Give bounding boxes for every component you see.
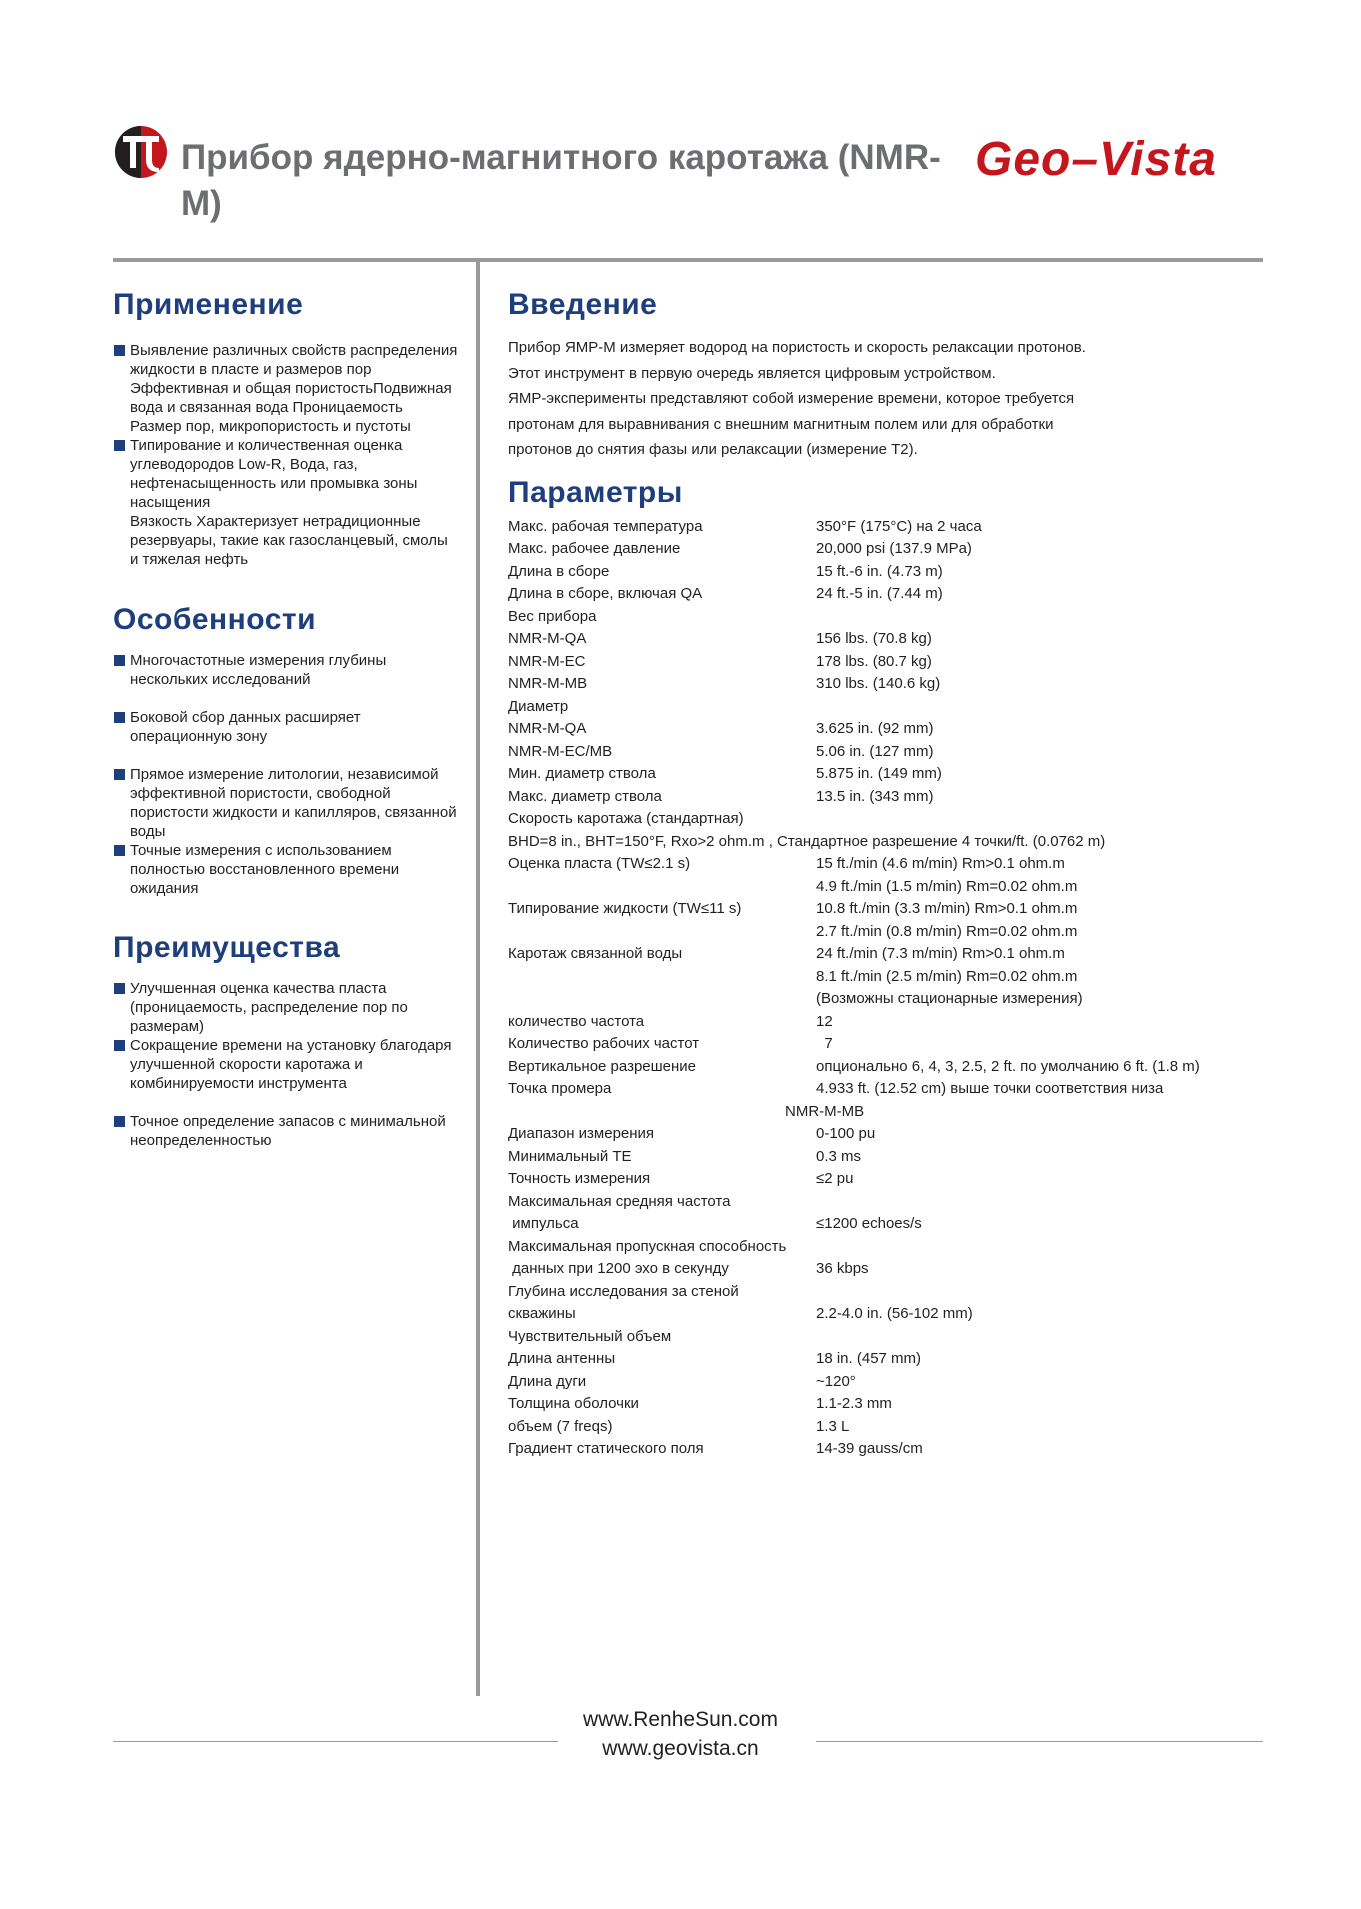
parameter-value: 12 — [816, 1012, 833, 1030]
bullet-square-icon — [114, 983, 125, 994]
parameter-row — [508, 1123, 1268, 1146]
parameter-value: 5.875 in. (149 mm) — [816, 765, 942, 782]
parameter-row — [508, 538, 1268, 561]
advantages-list — [113, 979, 458, 1150]
parameter-row — [508, 876, 1268, 899]
parameter-name: Точка промера — [508, 1080, 612, 1097]
introduction-line: протонам для выравнивания с внешним магнитным полем или для обработки — [508, 415, 1054, 433]
parameter-name: Градиент статического поля — [508, 1440, 704, 1457]
features-heading: Особенности — [113, 603, 317, 636]
parameter-value: 13.5 in. (343 mm) — [816, 787, 934, 805]
bullet-text: Улучшенная оценка качества пласта (проницаемость, распределение пор по размерам) — [130, 980, 408, 1035]
parameter-row — [508, 1011, 1268, 1034]
parameter-row — [508, 808, 1268, 831]
introduction-line: Этот инструмент в первую очередь является цифровым устройством. — [508, 364, 996, 382]
parameter-row — [508, 1303, 1268, 1326]
parameter-name: Точность измерения — [508, 1170, 651, 1187]
parameter-row — [508, 763, 1268, 786]
parameter-name: Длина дуги — [508, 1372, 587, 1390]
footer-link-renhesun[interactable]: www.RenheSun.com — [583, 1708, 778, 1731]
parameter-value: 4.933 ft. (12.52 cm) выше точки соответствия низа — [816, 1080, 1164, 1097]
parameter-name: объем (7 freqs) — [508, 1417, 613, 1435]
parameter-row — [508, 1348, 1268, 1371]
parameters-heading: Параметры — [508, 475, 683, 509]
parameter-row — [508, 741, 1268, 764]
parameter-row — [508, 1078, 1268, 1101]
parameter-value: (Возможны стационарные измерения) — [816, 990, 1083, 1007]
parameter-value: 350°F (175°C) на 2 часа — [816, 517, 982, 535]
parameter-value: 1.1-2.3 mm — [816, 1395, 892, 1412]
parameter-row — [508, 673, 1268, 696]
bullet-square-icon — [114, 345, 125, 356]
bullet-text: Боковой сбор данных расширяет операционную зону — [130, 709, 361, 745]
bullet-item — [113, 708, 458, 746]
parameter-name: скважины — [508, 1305, 576, 1322]
parameter-value: 36 kbps — [816, 1260, 869, 1277]
parameter-row — [508, 718, 1268, 741]
introduction-line: ЯМР-эксперименты представляют собой измерение времени, которое требуется — [508, 390, 1075, 407]
parameter-value: 24 ft./min (7.3 m/min) Rm>0.1 ohm.m — [816, 945, 1065, 962]
parameter-name: Длина в сборе, включая QA — [508, 585, 703, 602]
parameter-row — [508, 1416, 1268, 1439]
parameter-row — [508, 1236, 1268, 1259]
bullet-item — [113, 1036, 458, 1093]
introduction-line: Прибор ЯМР-М измеряет водород на пористость и скорость релаксации протонов. — [508, 339, 1086, 356]
parameter-value: 15 ft.-6 in. (4.73 m) — [816, 562, 943, 580]
parameter-name: Глубина исследования за стеной — [508, 1282, 739, 1300]
parameter-row — [508, 898, 1268, 921]
parameter-name: NMR-M-EC/MB — [508, 742, 613, 760]
bullet-square-icon — [114, 845, 125, 856]
parameter-value: 15 ft./min (4.6 m/min) Rm>0.1 ohm.m — [816, 855, 1065, 872]
bullet-item — [113, 436, 458, 569]
parameter-row — [508, 1258, 1268, 1281]
parameter-row — [508, 696, 1268, 719]
parameter-row — [508, 988, 1268, 1011]
parameter-row — [508, 561, 1268, 584]
parameter-value: 1.3 L — [816, 1417, 850, 1435]
bullet-text: Прямое измерение литологии, независимой эффективной пористости, свободной пористости жидкости и капилляров, связанной воды — [130, 766, 457, 840]
parameter-value: 2.7 ft./min (0.8 m/min) Rm=0.02 ohm.m — [816, 922, 1078, 940]
parameter-name: Толщина оболочки — [508, 1395, 639, 1412]
parameter-row — [508, 583, 1268, 606]
parameter-name: Вертикальное разрешение — [508, 1057, 697, 1075]
renhesun-logo-icon — [114, 124, 168, 180]
parameter-row — [508, 1191, 1268, 1214]
header-divider — [113, 258, 1263, 262]
parameter-name: Макс. рабочее давление — [508, 540, 681, 557]
parameter-row — [508, 1438, 1268, 1461]
parameter-row — [508, 606, 1268, 629]
parameter-row — [508, 786, 1268, 809]
parameter-name: Макс. рабочая температура — [508, 517, 703, 535]
application-list — [113, 341, 458, 569]
bullet-text: Точное определение запасов с минимальной неопределенностью — [130, 1113, 446, 1149]
parameter-row — [508, 943, 1268, 966]
parameter-value: 5.06 in. (127 mm) — [816, 742, 934, 760]
parameter-row — [508, 1168, 1268, 1191]
bullet-text: Выявление различных свойств распределения жидкости в пласте и размеров пор Эффективная и общая пористостьПодвижная вода и связанная вода Проницаемость Размер пор, микропористость и пустоты — [130, 342, 458, 435]
parameter-name: NMR-M-QA — [508, 720, 587, 737]
parameter-name: NMR-M-QA — [508, 630, 587, 647]
bullet-square-icon — [114, 1116, 125, 1127]
parameter-row — [508, 1213, 1268, 1236]
parameter-row — [508, 831, 1268, 854]
parameter-row — [508, 853, 1268, 876]
bullet-text: Точные измерения с использованием полностью восстановленного времени ожидания — [130, 842, 400, 897]
parameter-name: Максимальная средняя частота — [508, 1192, 731, 1210]
bullet-item — [113, 651, 458, 689]
parameter-name: Чувствительный объем — [508, 1327, 672, 1345]
left-column — [113, 288, 458, 1150]
parameter-row — [508, 1033, 1268, 1056]
bullet-item — [113, 1112, 458, 1150]
application-heading: Применение — [113, 288, 304, 321]
parameter-value: NMR-M-MB — [785, 1102, 865, 1120]
bullet-square-icon — [114, 440, 125, 451]
parameter-name: Макс. диаметр ствола — [508, 787, 662, 805]
parameter-name: Оценка пласта (TW≤2.1 s) — [508, 855, 691, 872]
brand-logo: Geo–Vista — [975, 133, 1217, 186]
parameter-name: Диапазон измерения — [508, 1125, 655, 1142]
parameter-row — [508, 966, 1268, 989]
parameter-value: 10.8 ft./min (3.3 m/min) Rm>0.1 ohm.m — [816, 900, 1078, 917]
parameter-row — [508, 1056, 1268, 1079]
parameter-row — [508, 921, 1268, 944]
parameter-value: 8.1 ft./min (2.5 m/min) Rm=0.02 ohm.m — [816, 967, 1078, 985]
parameter-value: 0.3 ms — [816, 1147, 862, 1165]
parameter-name: Максимальная пропускная способность — [508, 1237, 787, 1255]
parameter-value: 7 — [816, 1035, 833, 1052]
parameter-row — [508, 1393, 1268, 1416]
parameter-name: Длина в сборе — [508, 562, 610, 580]
parameter-row — [508, 1101, 1268, 1124]
parameter-row — [508, 1371, 1268, 1394]
parameter-value: 156 lbs. (70.8 kg) — [816, 630, 932, 647]
bullet-item — [113, 341, 458, 436]
parameter-name: данных при 1200 эхо в секунду — [508, 1260, 729, 1277]
parameter-value: 310 lbs. (140.6 kg) — [816, 675, 941, 692]
parameter-name: Минимальный TE — [508, 1147, 632, 1165]
parameter-name: NMR-M-MB — [508, 675, 588, 692]
parameter-name: Типирование жидкости (TW≤11 s) — [508, 900, 742, 917]
parameter-name: Каротаж связанной воды — [508, 945, 683, 962]
parameter-value: 2.2-4.0 in. (56-102 mm) — [816, 1305, 973, 1322]
bullet-square-icon — [114, 769, 125, 780]
bullet-item — [113, 979, 458, 1036]
parameter-value: 14-39 gauss/cm — [816, 1440, 923, 1457]
parameter-value: ≤1200 echoes/s — [816, 1215, 922, 1232]
introduction-heading: Введение — [508, 288, 658, 321]
introduction-text — [508, 335, 1268, 463]
parameter-value: 4.9 ft./min (1.5 m/min) Rm=0.02 ohm.m — [816, 877, 1078, 895]
parameter-name: BHD=8 in., BHT=150°F, Rxo>2 ohm.m , Стандартное разрешение 4 точки/ft. (0.0762 m) — [508, 832, 1106, 850]
parameter-value: 24 ft.-5 in. (7.44 m) — [816, 585, 943, 602]
footer-link-geovista[interactable]: www.geovista.cn — [602, 1737, 759, 1760]
parameter-value: ≤2 pu — [816, 1170, 854, 1187]
parameter-name: Длина антенны — [508, 1350, 616, 1367]
bullet-item — [113, 765, 458, 841]
parameter-row — [508, 628, 1268, 651]
parameter-name: NMR-M-EC — [508, 652, 586, 670]
introduction-line: протонов до снятия фазы или релаксации (измерение Т2). — [508, 441, 918, 458]
column-divider — [476, 262, 480, 1696]
parameter-value: опционально 6, 4, 3, 2.5, 2 ft. по умолчанию 6 ft. (1.8 m) — [816, 1057, 1200, 1075]
parameter-name: Вес прибора — [508, 607, 597, 625]
parameter-value: 178 lbs. (80.7 kg) — [816, 652, 932, 670]
bullet-text: Сокращение времени на установку благодаря улучшенной скорости каротажа и комбинируемости инструмента — [130, 1037, 452, 1092]
parameter-row — [508, 1326, 1268, 1349]
parameter-name: Мин. диаметр ствола — [508, 765, 656, 782]
parameters-table — [508, 516, 1268, 1461]
parameter-name: Количество рабочих частот — [508, 1035, 700, 1052]
parameter-value: 18 in. (457 mm) — [816, 1350, 922, 1367]
right-column — [508, 288, 1268, 1461]
bullet-square-icon — [114, 712, 125, 723]
features-list — [113, 651, 458, 898]
parameter-value: 0-100 pu — [816, 1125, 876, 1142]
parameter-row — [508, 651, 1268, 674]
advantages-heading: Преимущества — [113, 931, 341, 964]
page-title: Прибор ядерно-магнитного каротажа (NMR-M) — [181, 138, 941, 223]
bullet-text: Многочастотные измерения глубины нескольких исследований — [130, 652, 387, 688]
parameter-row — [508, 1281, 1268, 1304]
bullet-square-icon — [114, 1040, 125, 1051]
parameter-name: Скорость каротажа (стандартная) — [508, 810, 744, 827]
parameter-value: ~120° — [816, 1372, 856, 1390]
parameter-row — [508, 516, 1268, 539]
parameter-value: 20,000 psi (137.9 MPa) — [816, 540, 972, 557]
bullet-text: Типирование и количественная оценка углеводородов Low-R, Вода, газ, нефтенасыщенность или промывка зоны насыщения Вязкость Характеризует нетрадиционные резервуары, такие как газосланцевый, смолы и тяжелая нефть — [130, 437, 448, 568]
parameter-name: Диаметр — [508, 697, 569, 715]
parameter-value: 3.625 in. (92 mm) — [816, 720, 934, 737]
bullet-item — [113, 841, 458, 898]
parameter-name: количество частота — [508, 1012, 645, 1030]
bullet-square-icon — [114, 655, 125, 666]
parameter-name: импульса — [508, 1215, 579, 1232]
parameter-row — [508, 1146, 1268, 1169]
